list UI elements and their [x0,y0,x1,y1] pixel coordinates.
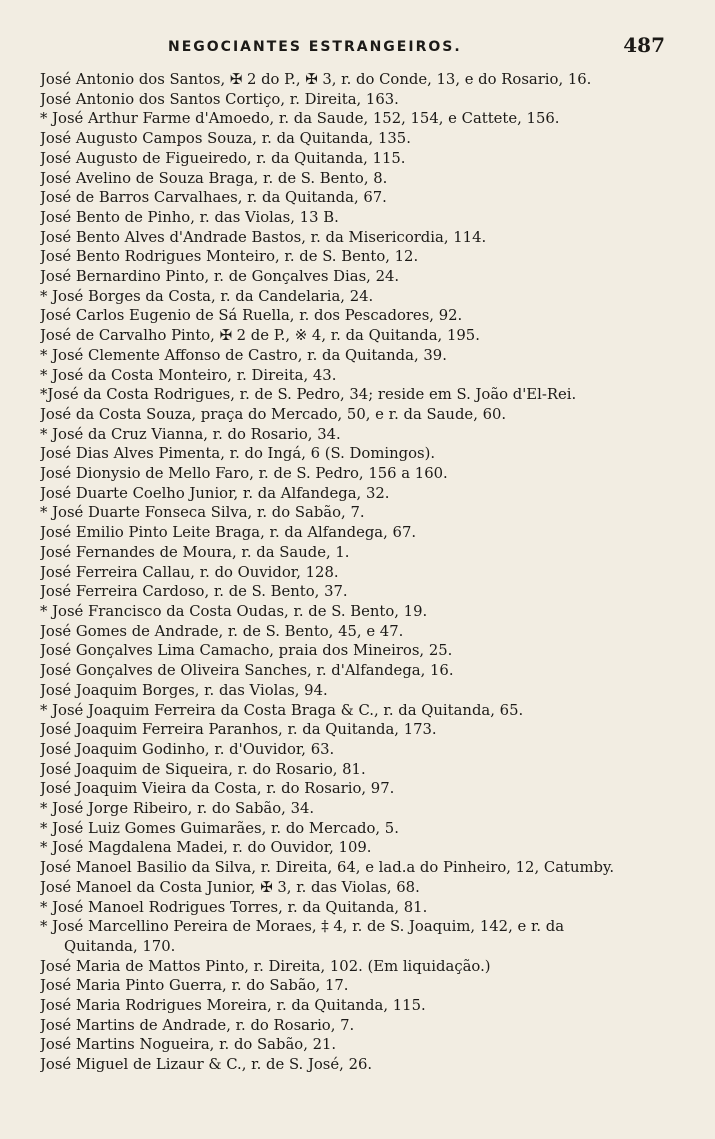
page-number: 487 [623,33,665,57]
list-item: José Maria Pinto Guerra, r. do Sabão, 17. [40,977,349,995]
list-item: José Ferreira Callau, r. do Ouvidor, 128. [40,563,339,581]
list-item: José Gonçalves Lima Camacho, praia dos Mineiros, 25. [40,642,453,660]
list-item: José Antonio dos Santos Cortiço, r. Direita, 163. [40,90,399,108]
list-item: * José Borges da Costa, r. da Candelaria, 24. [40,287,374,305]
list-item: José Miguel de Lizaur & C., r. de S. José, 26. [40,1056,373,1074]
list-item: José Maria de Mattos Pinto, r. Direita, 102. (Em liquidação.) [40,957,491,975]
list-item: José Joaquim de Siqueira, r. do Rosario, 81. [40,760,366,778]
list-item: José Augusto de Figueiredo, r. da Quitanda, 115. [40,149,406,167]
list-item: José Joaquim Borges, r. das Violas, 94. [40,681,328,699]
list-item: José Carlos Eugenio de Sá Ruella, r. dos Pescadores, 92. [40,307,463,325]
list-item: José Joaquim Godinho, r. d'Ouvidor, 63. [40,740,335,758]
list-item: José Bento Alves d'Andrade Bastos, r. da Misericordia, 114. [40,228,487,246]
list-item: * José Marcellino Pereira de Moraes, ‡ 4, r. de S. Joaquim, 142, e r. da [40,918,565,936]
list-item: José Avelino de Souza Braga, r. de S. Bento, 8. [40,169,388,187]
list-item: * José Luiz Gomes Guimarães, r. do Mercado, 5. [40,819,399,837]
list-item: José Maria Rodrigues Moreira, r. da Quitanda, 115. [40,997,426,1015]
list-item: José Manoel da Costa Junior, ✠ 3, r. das Violas, 68. [40,878,420,896]
list-item: * José Manoel Rodrigues Torres, r. da Quitanda, 81. [40,898,428,916]
list-item: José Augusto Campos Souza, r. da Quitanda, 135. [40,130,411,148]
merchant-list [40,70,680,1075]
list-item: José Joaquim Vieira da Costa, r. do Rosario, 97. [40,780,395,798]
list-item: * José da Costa Monteiro, r. Direita, 43. [40,366,337,384]
list-item: José Ferreira Cardoso, r. de S. Bento, 37. [40,583,348,601]
list-item: José da Costa Souza, praça do Mercado, 50, e r. da Saude, 60. [40,405,507,423]
list-item: * José Joaquim Ferreira da Costa Braga & C., r. da Quitanda, 65. [40,701,524,719]
list-item: * José Clemente Affonso de Castro, r. da Quitanda, 39. [40,346,447,364]
list-item: José Bernardino Pinto, r. de Gonçalves Dias, 24. [40,268,400,286]
list-item: José Dias Alves Pimenta, r. do Ingá, 6 (S. Domingos). [40,445,436,463]
list-item: * José Arthur Farme d'Amoedo, r. da Saude, 152, 154, e Cattete, 156. [40,110,560,128]
list-item: José Emilio Pinto Leite Braga, r. da Alfandega, 67. [40,524,417,542]
list-item: José de Carvalho Pinto, ✠ 2 de P., ※ 4, r. da Quitanda, 195. [40,327,480,345]
list-item: José Fernandes de Moura, r. da Saude, 1. [40,543,350,561]
list-item: José Bento Rodrigues Monteiro, r. de S. Bento, 12. [40,248,419,266]
list-item: José Dionysio de Mello Faro, r. de S. Pedro, 156 a 160. [40,465,448,483]
list-item: * José Francisco da Costa Oudas, r. de S. Bento, 19. [40,602,428,620]
list-item: José Antonio dos Santos, ✠ 2 do P., ✠ 3, r. do Conde, 13, e do Rosario, 16. [40,71,592,88]
list-item: José Duarte Coelho Junior, r. da Alfandega, 32. [40,484,390,502]
list-item: José Martins Nogueira, r. do Sabão, 21. [40,1036,337,1054]
list-item: * José Jorge Ribeiro, r. do Sabão, 34. [40,800,315,818]
list-item: * José Magdalena Madei, r. do Ouvidor, 109. [40,839,372,857]
list-item: José Manoel Basilio da Silva, r. Direita, 64, e lad.a do Pinheiro, 12, Catumby. [40,859,615,877]
list-item: *José da Costa Rodrigues, r. de S. Pedro, 34; reside em S. João d'El-Rei. [40,386,577,404]
list-item: José Gomes de Andrade, r. de S. Bento, 45, e 47. [40,622,404,640]
list-item: José Gonçalves de Oliveira Sanches, r. d'Alfandega, 16. [40,662,454,680]
page-title: NEGOCIANTES ESTRANGEIROS. [168,39,462,55]
list-item: José de Barros Carvalhaes, r. da Quitanda, 67. [40,189,387,207]
list-item: * José da Cruz Vianna, r. do Rosario, 34. [40,425,341,443]
list-item: * José Duarte Fonseca Silva, r. do Sabão, 7. [40,504,365,522]
list-item: José Bento de Pinho, r. das Violas, 13 B. [40,208,339,226]
list-item: José Martins de Andrade, r. do Rosario, 7. [40,1016,355,1034]
list-item: José Joaquim Ferreira Paranhos, r. da Quitanda, 173. [40,721,437,739]
list-item: Quitanda, 170. [64,937,176,955]
page-header [0,33,715,63]
